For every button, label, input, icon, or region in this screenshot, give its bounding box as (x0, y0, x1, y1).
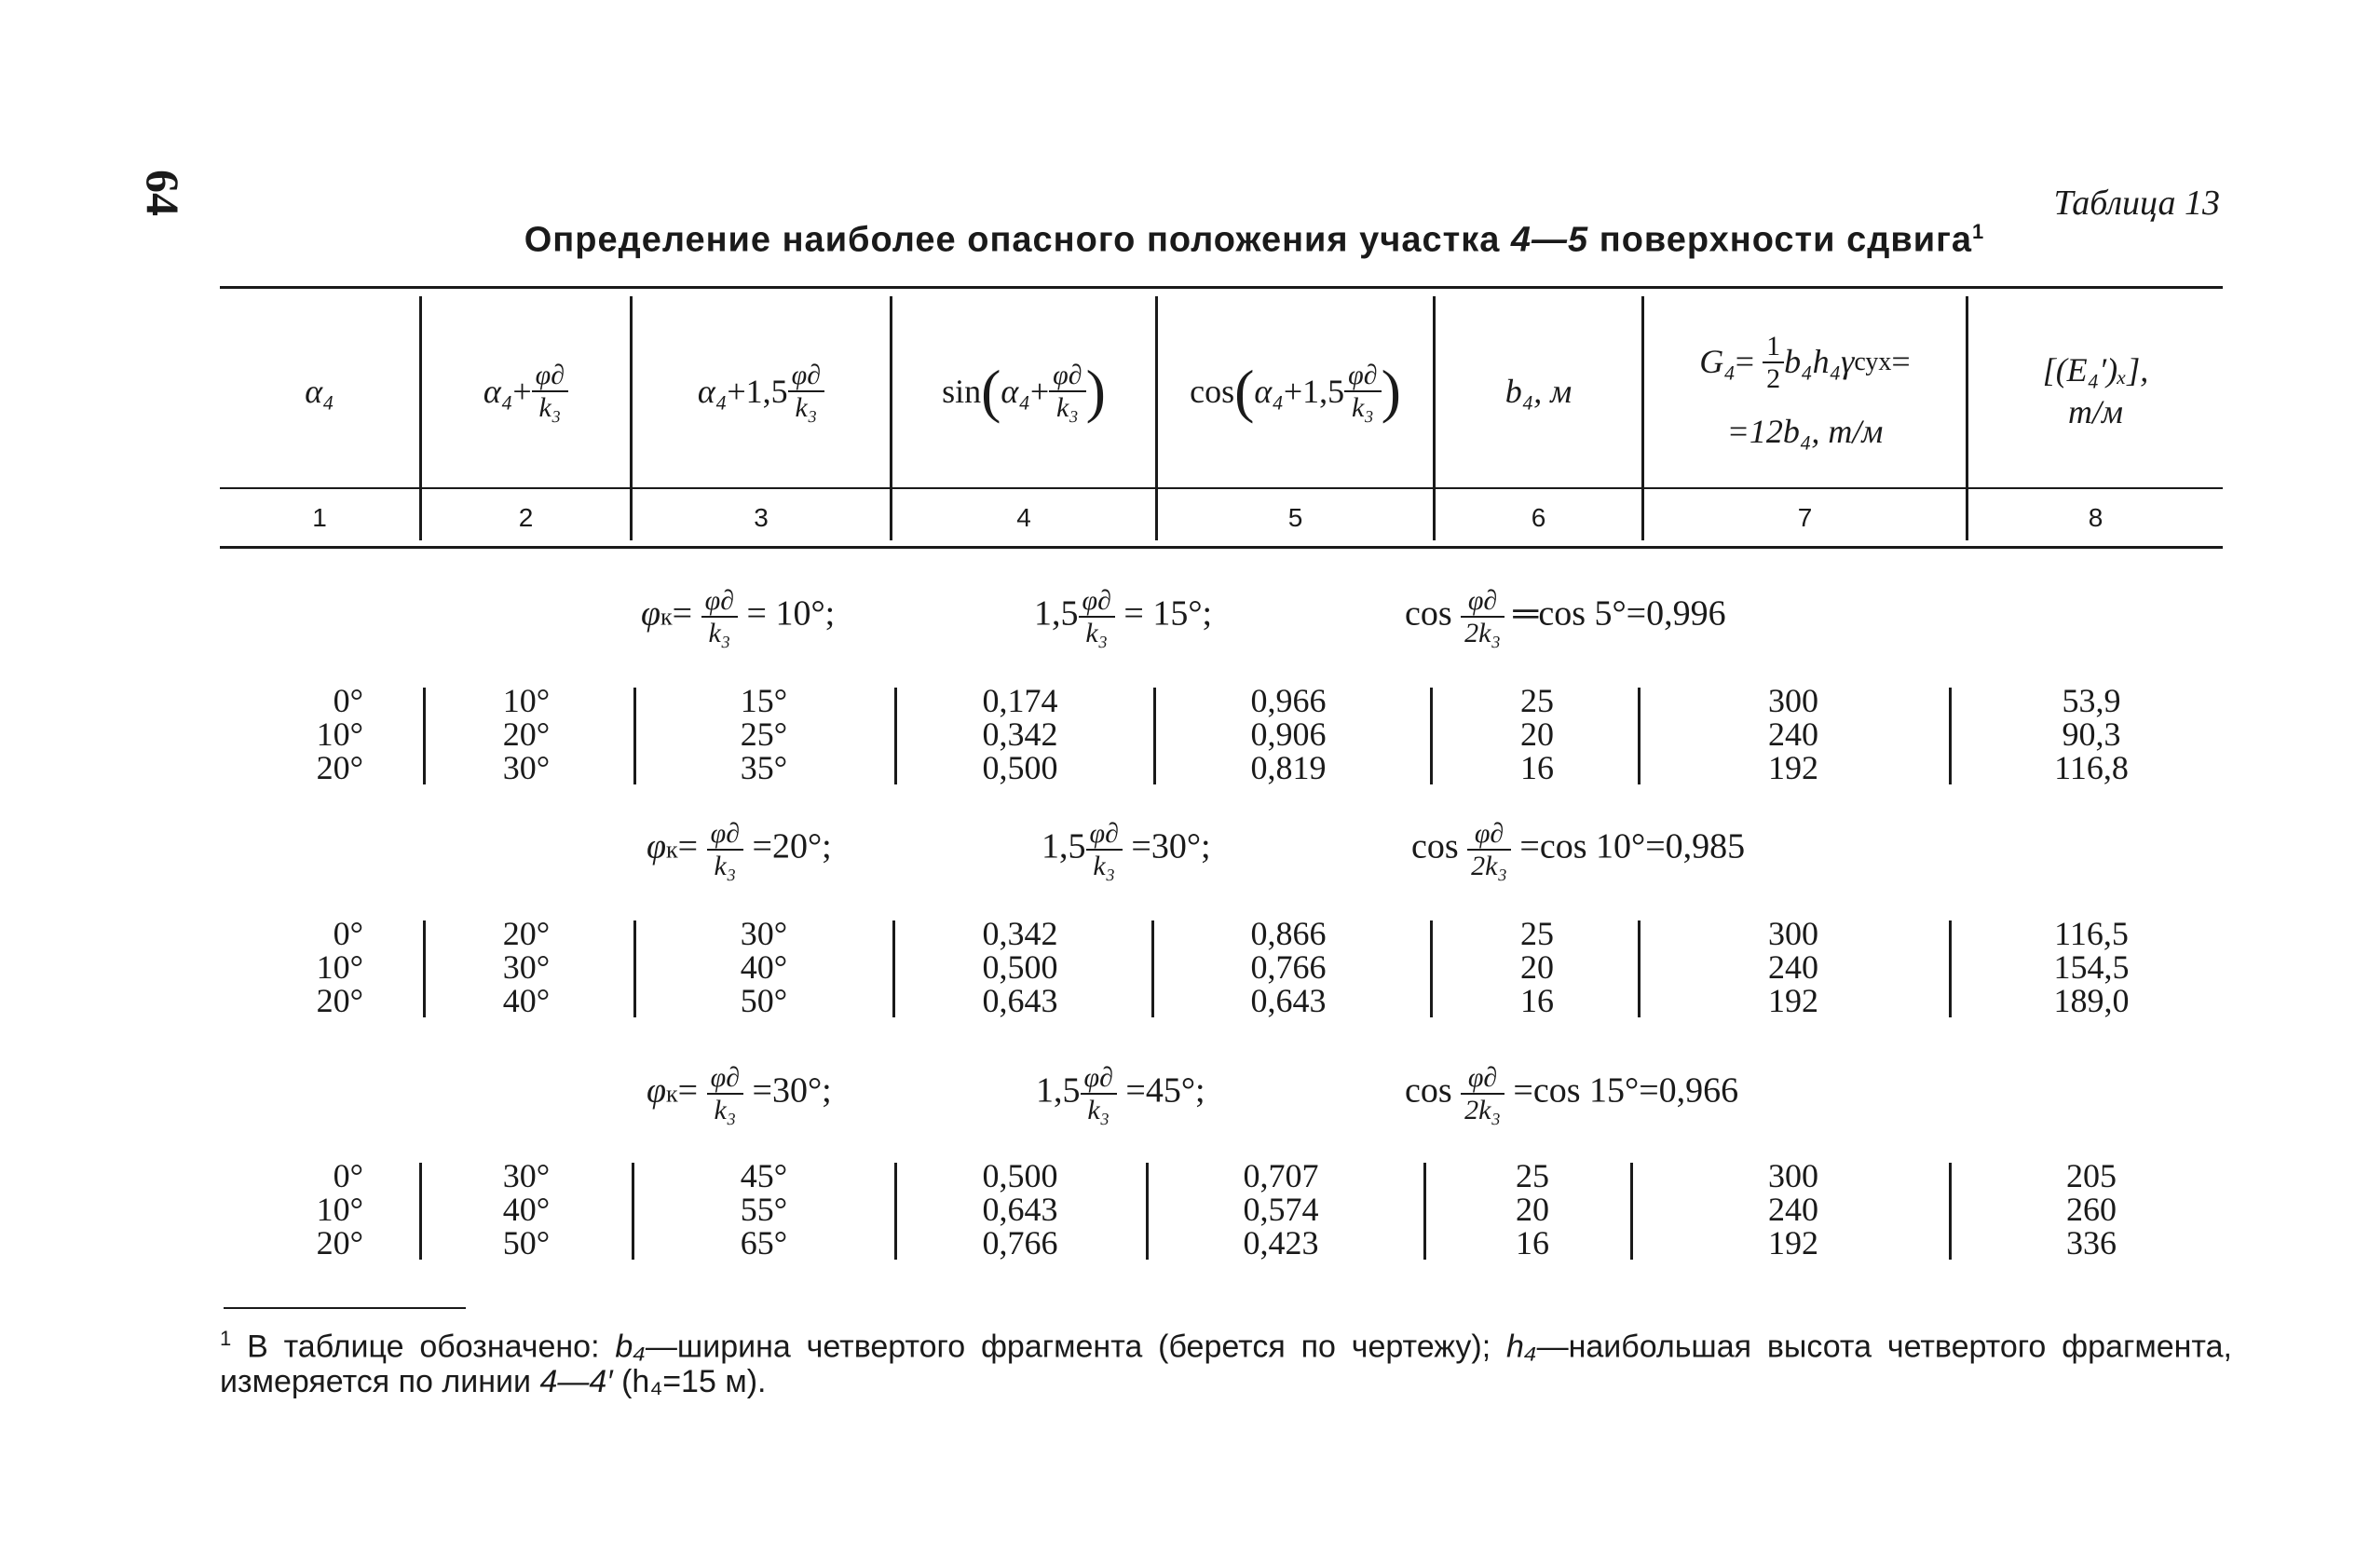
header-e4-line2: т/м (2068, 393, 2123, 430)
table-cell: 0,574 (1243, 1191, 1319, 1228)
table-cell: 20 (1520, 716, 1554, 753)
table-cell: 0,966 (1250, 682, 1327, 719)
table-cell: 300 (1768, 682, 1818, 719)
group3-formula-cos: cos $\frac{\varphi\partial}{\text{2k₃}}$ =cos 15°=0,966 (1405, 1062, 1739, 1125)
table-title (0, 220, 2369, 261)
table-cell: 25 (1520, 915, 1554, 952)
group3-formula-1-5: 1,5 $\frac{\varphi\partial}{\text{k₃}}$ =45°; (1036, 1062, 1205, 1125)
table-cell: 10° (316, 1191, 363, 1228)
table-cell: 192 (1768, 1224, 1818, 1261)
table-cell: 50° (502, 1224, 551, 1261)
table-cell: 25 (1520, 682, 1554, 719)
group1-formula-1-5: 1,5 $\frac{\varphi\partial}{\text{k₃}}$ = 15°; (1034, 585, 1213, 648)
group3-col8 (2026, 1159, 2157, 1260)
group2-formula-phi: φк= $\frac{\varphi\partial}{\text{k₃}}$ =20°; (647, 818, 832, 881)
group1-col4 (950, 684, 1090, 784)
page-number: 64 (137, 170, 189, 216)
group2-col1 (270, 917, 363, 1017)
table-cell: 0,342 (982, 716, 1058, 753)
group3-col7 (1733, 1159, 1854, 1260)
group3-divider (894, 1163, 897, 1260)
table-cell: 20° (316, 749, 363, 786)
footnote-line-ref: 4—4′ (539, 1364, 613, 1400)
group3-divider (1423, 1163, 1426, 1260)
table-cell: 10° (316, 716, 363, 753)
table-cell: 0,174 (982, 682, 1058, 719)
table-cell: 0,500 (982, 749, 1058, 786)
table-cell: 260 (2066, 1191, 2117, 1228)
table-cell: 30° (502, 1157, 551, 1194)
table-cell: 0,707 (1243, 1157, 1319, 1194)
header-g4: G₄ = $\frac{1}{2}$ b₄h₄γ сух = =12b₄, т/м (1699, 330, 1911, 450)
table-cell: 20° (316, 1224, 363, 1261)
column-number: 8 (2088, 503, 2104, 532)
group3-one-half-value: =45°; (1125, 1070, 1205, 1111)
table-cell: 0,866 (1250, 915, 1327, 952)
group2-col2 (466, 917, 587, 1017)
title-range: 4—5 (1510, 220, 1589, 260)
group1-formula-phi: φк= $\frac{\varphi\partial}{\text{k₃}}$ = 10°; (641, 585, 836, 648)
group1-divider (1153, 688, 1156, 784)
group2-col5 (1219, 917, 1358, 1017)
footnote-text3: —наибольшая высота четвертого фрагмента, измеряется по линии (220, 1329, 2232, 1400)
group3-col3 (699, 1159, 829, 1260)
group2-col6 (1477, 917, 1598, 1017)
header-alpha-plus-phi: α₄+ $\frac{\varphi\partial}{\text{k₃}}$ (422, 298, 630, 484)
table-cell: 0,643 (982, 1191, 1058, 1228)
table-cell: 0,766 (982, 1224, 1058, 1261)
group1-col8 (2026, 684, 2157, 784)
table-cell: 0,819 (1250, 749, 1327, 786)
title-footnote-mark: 1 (1972, 220, 1985, 243)
footnote-b4: b₄ (615, 1329, 646, 1365)
header-cos: cos ( α₄+1,5 $\frac{\varphi\partial}{\text{k₃}}$ ) (1190, 358, 1401, 424)
column-number: 2 (518, 503, 534, 532)
footnote-rule (224, 1307, 466, 1309)
table-cell: 336 (2066, 1224, 2117, 1261)
table-cell: 25° (740, 716, 788, 753)
group1-cos-value: ═cos 5°=0,996 (1513, 593, 1726, 634)
footnote-text1: В таблице обозначено: (231, 1329, 616, 1365)
table-cell: 0,500 (982, 948, 1058, 986)
table-cell: 192 (1768, 749, 1818, 786)
table-cell: 0,500 (982, 1157, 1058, 1194)
header-alpha4: α₄ (305, 372, 334, 410)
group1-col7 (1733, 684, 1854, 784)
group2-phi-value: =20°; (752, 826, 832, 866)
table-cell: 35° (740, 749, 788, 786)
group2-divider (892, 920, 895, 1017)
table-cell: 16 (1520, 982, 1554, 1019)
table-cell: 65° (740, 1224, 788, 1261)
group3-col6 (1472, 1159, 1593, 1260)
group3-col4 (950, 1159, 1090, 1260)
table-cell: 192 (1768, 982, 1818, 1019)
table-cell: 16 (1516, 1224, 1549, 1261)
header-bottom-rule (220, 546, 2223, 549)
table-cell: 189,0 (2053, 982, 2130, 1019)
group3-cos-value: =cos 15°=0,966 (1513, 1070, 1739, 1111)
table-cell: 300 (1768, 915, 1818, 952)
table-cell: 53,9 (2062, 682, 2121, 719)
table-cell: 116,8 (2054, 749, 2129, 786)
group2-col4 (950, 917, 1090, 1017)
group1-col6 (1477, 684, 1598, 784)
table-cell: 30° (502, 948, 551, 986)
group2-divider (423, 920, 426, 1017)
group1-divider (1430, 688, 1433, 784)
group1-divider (1949, 688, 1952, 784)
group1-divider (423, 688, 426, 784)
table-cell: 45° (740, 1157, 788, 1194)
table-cell: 0,643 (982, 982, 1058, 1019)
table-cell: 40° (740, 948, 788, 986)
column-number: 3 (754, 503, 769, 532)
table-cell: 0,906 (1250, 716, 1327, 753)
header-g4-line2: =12b₄, т/м (1726, 412, 1884, 450)
table-cell: 40° (502, 1191, 551, 1228)
footnote (220, 1321, 2232, 1399)
column-number: 6 (1531, 503, 1546, 532)
title-part1: Определение наиболее опасного положения участка (524, 220, 1511, 260)
group2-col7 (1733, 917, 1854, 1017)
group2-divider (1949, 920, 1952, 1017)
group3-col2 (466, 1159, 587, 1260)
group2-cos-value: =cos 10°=0,985 (1519, 826, 1746, 866)
group1-col3 (699, 684, 829, 784)
table-cell: 90,3 (2062, 716, 2121, 753)
group2-col8 (2026, 917, 2157, 1017)
table-cell: 0,766 (1250, 948, 1327, 986)
table-cell: 10° (316, 948, 363, 986)
header-b4 (1436, 298, 1641, 484)
group3-col1 (270, 1159, 363, 1260)
group1-divider (894, 688, 897, 784)
group3-divider (1949, 1163, 1952, 1260)
group2-divider (1151, 920, 1154, 1017)
group1-col2 (466, 684, 587, 784)
header-sin: sin ( α₄+ $\frac{\varphi\partial}{\text{k₃}}$ ) (942, 358, 1106, 424)
group2-col3 (699, 917, 829, 1017)
table-cell: 116,5 (2054, 915, 2129, 952)
group2-divider (1638, 920, 1641, 1017)
group3-divider (1146, 1163, 1149, 1260)
table-cell: 10° (502, 682, 551, 719)
group3-col5 (1211, 1159, 1351, 1260)
group1-col5 (1219, 684, 1358, 784)
table-cell: 20° (316, 982, 363, 1019)
table-cell: 0° (333, 915, 363, 952)
header-top-rule (220, 286, 2223, 289)
group2-one-half-value: =30°; (1131, 826, 1211, 866)
table-cell: 154,5 (2053, 948, 2130, 986)
title-part2: поверхности сдвига (1588, 220, 1973, 260)
group1-divider (1638, 688, 1641, 784)
table-cell: 55° (740, 1191, 788, 1228)
table-cell: 15° (740, 682, 788, 719)
table-cell: 20° (502, 716, 551, 753)
header-alpha-plus-1-5-phi: α₄+1,5 $\frac{\varphi\partial}{\text{k₃}}$ (633, 298, 890, 484)
group1-one-half-value: = 15°; (1123, 593, 1213, 634)
column-number: 7 (1797, 503, 1813, 532)
footnote-mark: 1 (220, 1327, 232, 1350)
table-cell: 25 (1516, 1157, 1549, 1194)
table-cell: 300 (1768, 1157, 1818, 1194)
column-number: 5 (1287, 503, 1303, 532)
table-cell: 240 (1768, 716, 1818, 753)
group3-divider (1630, 1163, 1633, 1260)
group2-divider (633, 920, 636, 1017)
table-cell: 240 (1768, 1191, 1818, 1228)
header-e4-line1: [(E₄′)ₓ], (2042, 351, 2149, 389)
table-cell: 0° (333, 682, 363, 719)
group1-formula-cos: cos $\frac{\varphi\partial}{\text{2k₃}}$ ═cos 5°=0,996 (1405, 585, 1726, 648)
footnote-text4: (h₄=15 м). (612, 1364, 767, 1400)
table-cell: 0,423 (1243, 1224, 1319, 1261)
group2-formula-1-5: 1,5 $\frac{\varphi\partial}{\text{k₃}}$ =30°; (1042, 818, 1211, 881)
header-b4-label: b₄, м (1504, 372, 1573, 410)
table-cell: 240 (1768, 948, 1818, 986)
header-middle-rule (220, 487, 2223, 489)
table-cell: 20° (502, 915, 551, 952)
column-number: 1 (312, 503, 327, 532)
group1-col1 (270, 684, 363, 784)
table-cell: 0° (333, 1157, 363, 1194)
table-cell: 30° (740, 915, 788, 952)
group1-divider (633, 688, 636, 784)
table-cell: 16 (1520, 749, 1554, 786)
table-cell: 40° (502, 982, 551, 1019)
table-cell: 20 (1516, 1191, 1549, 1228)
table-cell: 0,643 (1250, 982, 1327, 1019)
group3-divider (632, 1163, 634, 1260)
column-number: 4 (1016, 503, 1031, 532)
group3-formula-phi: φк= $\frac{\varphi\partial}{\text{k₃}}$ =30°; (647, 1062, 832, 1125)
group1-phi-value: = 10°; (746, 593, 836, 634)
group2-divider (1430, 920, 1433, 1017)
group3-phi-value: =30°; (752, 1070, 832, 1111)
table-cell: 30° (502, 749, 551, 786)
group2-formula-cos: cos $\frac{\varphi\partial}{\text{2k₃}}$ =cos 10°=0,985 (1411, 818, 1746, 881)
table-cell: 0,342 (982, 915, 1058, 952)
table-cell: 50° (740, 982, 788, 1019)
table-cell: 20 (1520, 948, 1554, 986)
footnote-text2: —ширина четвертого фрагмента (берется по чертежу); (645, 1329, 1507, 1365)
table-cell: 205 (2066, 1157, 2117, 1194)
group3-divider (419, 1163, 422, 1260)
table-label: Таблица 13 (2053, 184, 2220, 223)
header-e4 (1968, 298, 2223, 484)
footnote-h4: h₄ (1506, 1329, 1537, 1365)
